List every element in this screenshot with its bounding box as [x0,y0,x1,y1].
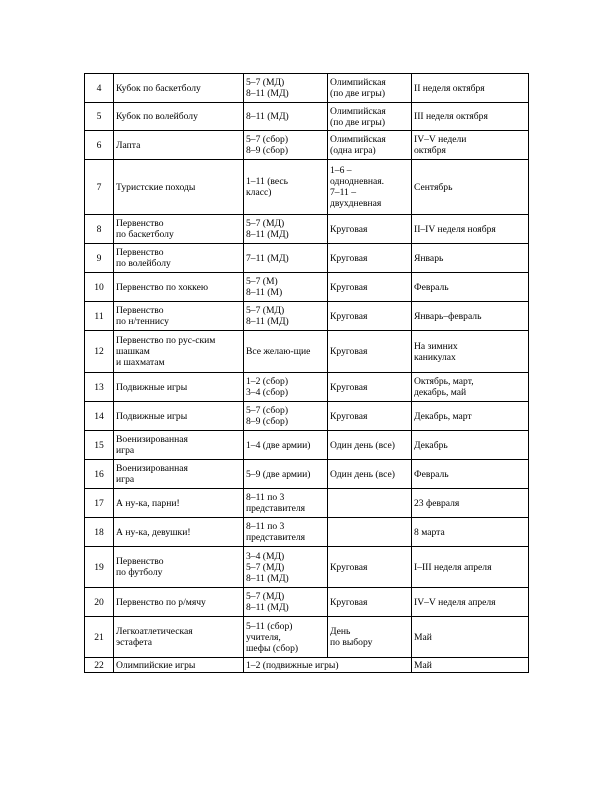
row-number-cell: 13 [85,373,114,402]
table-row [85,658,529,673]
system-cell: Олимпийская (по две игры) [328,103,412,131]
event-cell: Лапта [114,131,244,160]
system-cell: Круговая [328,302,412,331]
participants-cell: 8–11 (МД) [244,103,328,131]
system-cell: Круговая [328,244,412,273]
system-cell [328,489,412,518]
participants-cell: 5–11 (сбор) учителя, шефы (сбор) [244,617,328,658]
system-cell: Круговая [328,215,412,244]
date-cell: Май [412,617,529,658]
date-cell: II–IV неделя ноября [412,215,529,244]
date-cell: I–III неделя апреля [412,547,529,588]
row-number-cell: 16 [85,460,114,489]
event-cell: Первенство по хоккею [114,273,244,302]
table-row [85,460,529,489]
date-cell: Сентябрь [412,160,529,215]
row-number-cell: 14 [85,402,114,431]
participants-cell: 5–7 (МД) 8–11 (МД) [244,588,328,617]
row-number-cell: 7 [85,160,114,215]
event-cell: Первенство по н/теннису [114,302,244,331]
participants-cell: 3–4 (МД) 5–7 (МД) 8–11 (МД) [244,547,328,588]
date-cell: Февраль [412,460,529,489]
date-cell: Январь–февраль [412,302,529,331]
system-cell: Круговая [328,373,412,402]
table-row [85,489,529,518]
row-number-cell: 12 [85,331,114,373]
row-number-cell: 15 [85,431,114,460]
event-cell: Военизированная игра [114,460,244,489]
row-number-cell: 4 [85,74,114,103]
row-number-cell: 17 [85,489,114,518]
system-cell [328,518,412,547]
date-cell: 8 марта [412,518,529,547]
participants-cell: Все желаю-щие [244,331,328,373]
participants-cell: 8–11 по 3 представителя [244,489,328,518]
event-cell: Легкоатлетическая эстафета [114,617,244,658]
system-cell: Круговая [328,547,412,588]
table-row [85,103,529,131]
event-cell: А ну-ка, девушки! [114,518,244,547]
row-number-cell: 21 [85,617,114,658]
participants-cell: 5–9 (две армии) [244,460,328,489]
system-cell: Олимпийская (одна игра) [328,131,412,160]
table-row [85,547,529,588]
participants-cell: 8–11 по 3 представителя [244,518,328,547]
system-cell: День по выбору [328,617,412,658]
event-cell: Первенство по волейболу [114,244,244,273]
date-cell: Октябрь, март, декабрь, май [412,373,529,402]
event-cell: Подвижные игры [114,373,244,402]
row-number-cell: 19 [85,547,114,588]
participants-cell: 1–11 (весь класс) [244,160,328,215]
system-cell: Круговая [328,273,412,302]
table-row [85,373,529,402]
row-number-cell: 5 [85,103,114,131]
table-row [85,244,529,273]
row-number-cell: 20 [85,588,114,617]
participants-cell: 5–7 (сбор) 8–9 (сбор) [244,131,328,160]
system-cell: 1–6 – однодневная. 7–11 – двухдневная [328,160,412,215]
date-cell: IV–V неделя апреля [412,588,529,617]
event-cell: Кубок по баскетболу [114,74,244,103]
system-cell: Один день (все) [328,431,412,460]
event-cell: Первенство по р/мячу [114,588,244,617]
participants-cell: 1–2 (сбор) 3–4 (сбор) [244,373,328,402]
row-number-cell: 22 [85,658,114,673]
table-row [85,518,529,547]
system-cell: Круговая [328,402,412,431]
table-row [85,273,529,302]
event-cell: Подвижные игры [114,402,244,431]
system-cell: Круговая [328,331,412,373]
date-cell: Январь [412,244,529,273]
date-cell: Декабрь [412,431,529,460]
system-cell: Один день (все) [328,460,412,489]
table-row [85,331,529,373]
event-cell: Первенство по рус-ским шашкам и шахматам [114,331,244,373]
date-cell: Май [412,658,529,673]
participants-system-cell: 1–2 (подвижные игры) [244,658,412,673]
table-row [85,74,529,103]
date-cell: На зимних каникулах [412,331,529,373]
table-row [85,302,529,331]
participants-cell: 5–7 (М) 8–11 (М) [244,273,328,302]
row-number-cell: 8 [85,215,114,244]
participants-cell: 5–7 (МД) 8–11 (МД) [244,215,328,244]
date-cell: III неделя октября [412,103,529,131]
participants-cell: 5–7 (МД) 8–11 (МД) [244,74,328,103]
system-cell: Круговая [328,588,412,617]
row-number-cell: 6 [85,131,114,160]
row-number-cell: 18 [85,518,114,547]
event-cell: Военизированная игра [114,431,244,460]
participants-cell: 5–7 (сбор) 8–9 (сбор) [244,402,328,431]
system-cell: Олимпийская (по две игры) [328,74,412,103]
table-row [85,402,529,431]
table-row [85,431,529,460]
table-row [85,617,529,658]
row-number-cell: 11 [85,302,114,331]
date-cell: Декабрь, март [412,402,529,431]
date-cell: Февраль [412,273,529,302]
table-row [85,131,529,160]
date-cell: II неделя октября [412,74,529,103]
participants-cell: 1–4 (две армии) [244,431,328,460]
participants-cell: 7–11 (МД) [244,244,328,273]
event-cell: Первенство по баскетболу [114,215,244,244]
date-cell: 23 февраля [412,489,529,518]
table-row [85,215,529,244]
table-row [85,160,529,215]
event-cell: А ну-ка, парни! [114,489,244,518]
date-cell: IV–V недели октября [412,131,529,160]
table-row [85,588,529,617]
event-cell: Туристские походы [114,160,244,215]
event-cell: Кубок по волейболу [114,103,244,131]
row-number-cell: 9 [85,244,114,273]
schedule-table [84,73,529,673]
participants-cell: 5–7 (МД) 8–11 (МД) [244,302,328,331]
event-cell: Олимпийские игры [114,658,244,673]
row-number-cell: 10 [85,273,114,302]
schedule-body [85,74,529,673]
event-cell: Первенство по футболу [114,547,244,588]
